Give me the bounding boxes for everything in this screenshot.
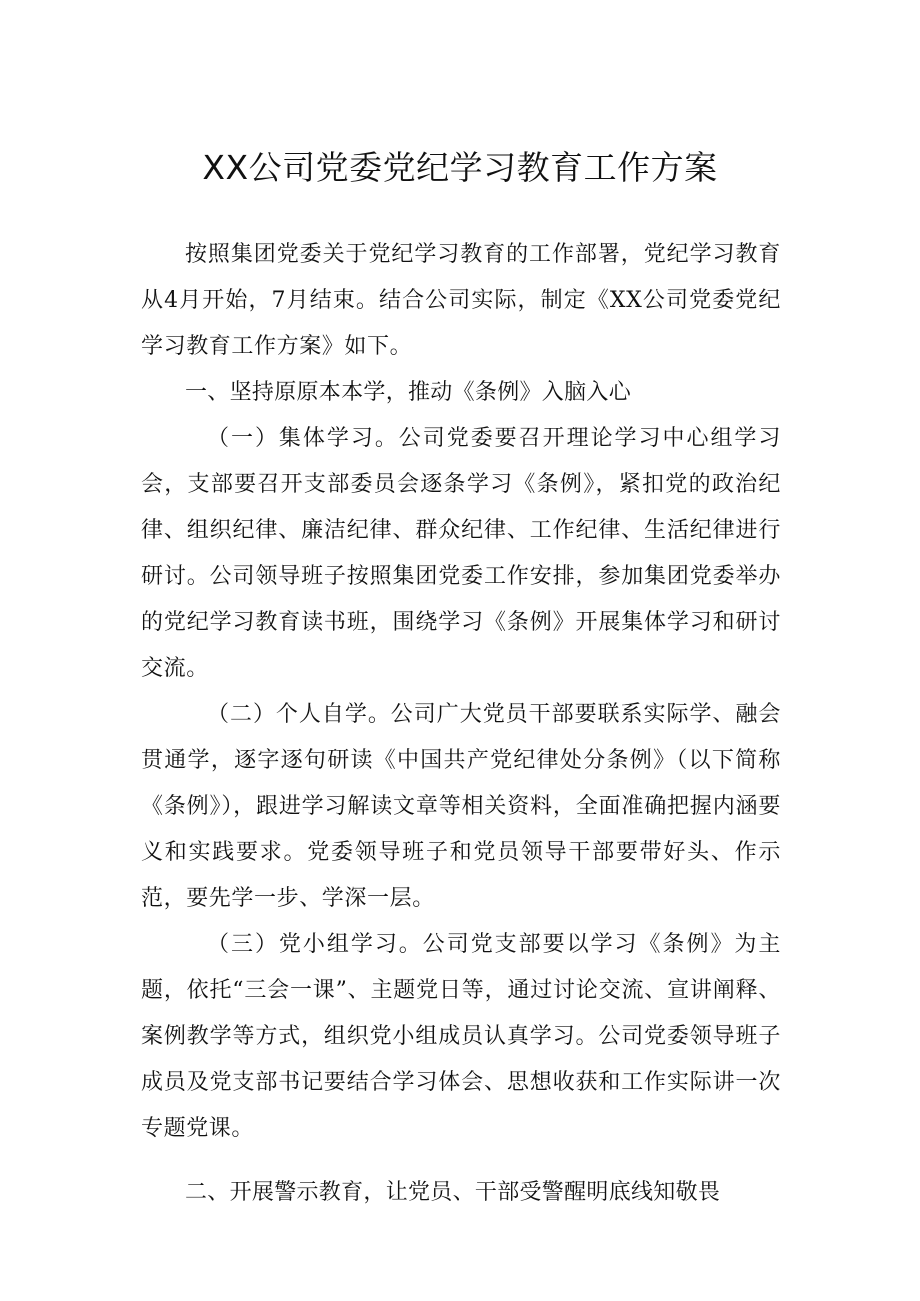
section-heading-2: 二、开展警示教育，让党员、干部受警醒明底线知敬畏 [185, 1180, 721, 1205]
section-heading-1: 一、坚持原原本本学，推动《条例》入脑入心 [185, 380, 632, 405]
document-title: XX公司党委党纪学习教育工作方案 [202, 148, 718, 187]
section-1-paragraph-2: （二）个人自学。公司广大党员干部要联系实际学、融会贯通学，逐字逐句研读《中国共产党纪律处分条例》（以下简称《条例》），跟进学习解读文章等相关资料，全面准确把握内涵要义和实践要求。党委领导班子和党员领导干部要带好头、作示范，要先学一步、学深一层。 [141, 702, 781, 911]
section-1-paragraph-3: （三）党小组学习。公司党支部要以学习《条例》为主题，依托“三会一课”、主题党日等，通过讨论交流、宣讲阐释、案例教学等方式，组织党小组成员认真学习。公司党委领导班子成员及党支部书记要结合学习体会、思想收获和工作实际讲一次专题党课。 [141, 932, 781, 1141]
section-1-paragraph-1: （一）集体学习。公司党委要召开理论学习中心组学习会，支部要召开支部委员会逐条学习《条例》，紧扣党的政治纪律、组织纪律、廉洁纪律、群众纪律、工作纪律、生活纪律进行研讨。公司领导班子按照集团党委工作安排，参加集团党委举办的党纪学习教育读书班，围绕学习《条例》开展集体学习和研讨交流。 [141, 426, 781, 681]
section-spacer [141, 1152, 781, 1170]
intro-paragraph: 按照集团党委关于党纪学习教育的工作部署，党纪学习教育从4月开始，7月结束。结合公司实际，制定《XX公司党委党纪学习教育工作方案》如下。 [141, 242, 781, 359]
document-body [141, 232, 781, 1216]
